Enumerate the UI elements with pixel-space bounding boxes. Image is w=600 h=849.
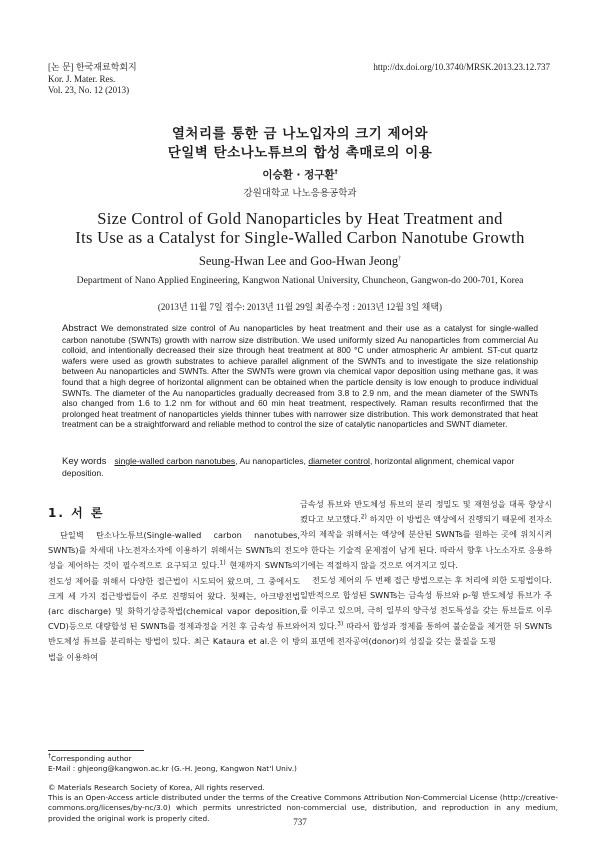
paragraph-text: 따라서 합성과 정제를 통하여 불순물을 제거한 뒤 SWNTs의 표면에 전자공여(donor)의 성질을 갖는 물질을 도핑 <box>300 620 552 646</box>
korean-title-line-1: 열처리를 통한 금 나노입자의 크기 제어와 <box>171 126 429 142</box>
reference-mark: 2) <box>360 513 367 521</box>
english-authors <box>0 254 600 269</box>
journal-name-kr: [논 문] 한국재료학회지 <box>48 62 137 72</box>
korean-affiliation: 강원대학교 나노응용공학과 <box>243 188 357 199</box>
korean-authors <box>0 167 600 182</box>
abstract-label: Abstract <box>62 323 97 334</box>
keyword-link[interactable]: single-walled carbon nanotubes <box>114 456 236 466</box>
page-number: 737 <box>293 817 307 827</box>
paragraph-text: 전도성 제어의 두 번째 접근 방법으로는 후 처리에 의한 도핑법이다. 일반적으로 합성된 SWNTs는 금속성 튜브와 p-형 반도체성 튜브가 주를 이루고 있으며, 극히 일부의 양극성 전도특성을 갖는 튜브들로 이루어져 있다. <box>300 575 552 631</box>
paragraph-text: 현재까지 SWNTs의 전도성 제어를 위해서 다양한 접근법이 시도되어 왔으며, 그 중에서도 크게 세 가지 접근방법들이 주로 진행되어 왔다. 첫째는, 아크방전법(arc discharge) 및 화학기상증착법(chemical vapor deposition, CVD)등으로 대량합성 된 SWNTs를 정제과정을 거친 후 금속성 튜브와 반도체성 튜브를 분리하는 방법이 있다. 최근 Kataura et al.은 이 방법을 이용하여 <box>48 560 301 662</box>
keywords-label: Key words <box>62 456 107 467</box>
footnote-text: Corresponding author <box>51 754 132 763</box>
section-heading-introduction: 1. 서 론 <box>48 506 105 520</box>
footnote-line <box>48 754 297 764</box>
body-column-left <box>48 528 300 665</box>
paragraph-text: 하지만 이 방법은 액상에서 진행되기 때문에 전자소자의 제작을 위해서는 액상에 분산된 SWNTs를 원하는 곳에 위치시켜야 한다는 기술적 문제점이 남게 된다. 따라서 향후 나노소자로 응용하기에는 적절하지 않을 것으로 여겨지고 있다. <box>300 514 552 570</box>
corresponding-author-footnote <box>48 754 297 774</box>
license-text: This is an Open-Access article distributed under the terms of the Creative Commons Attribution Non-Commercial License (http://creative-commons.org/licenses/by-nc/3.0) which permits unrestricted non-commercial use, distribution, and reproduction in any medium, provided the original work is properly cited. <box>48 793 558 823</box>
paragraph-text: 금속성 튜브와 반도체성 튜브의 분리 정밀도 및 재현성을 대폭 향상시켰다고 보고했다. <box>300 499 552 525</box>
english-affiliation: Department of Nano Applied Engineering, Kangwon National University, Chuncheon, Gangwon-do 200-701, Korea <box>76 275 524 286</box>
copyright-line: © Materials Research Society of Korea, All rights reserved. <box>48 783 265 792</box>
paragraph <box>300 573 552 649</box>
keyword-rest: , horizontal alignment, chemical vapor deposition. <box>62 456 515 478</box>
reference-mark: 1) <box>219 559 226 567</box>
english-title-line-1: Size Control of Gold Nanoparticles by Heat Treatment and <box>97 209 503 228</box>
received-dates: (2013년 11월 7일 접수: 2013년 11월 29일 최종수정 : 2013년 12월 3일 채택) <box>157 302 443 312</box>
english-authors-names: Seung-Hwan Lee and Goo-Hwan Jeong <box>198 254 399 268</box>
journal-volume: Vol. 23, No. 12 (2013) <box>48 85 130 95</box>
body-column-right <box>300 497 552 649</box>
abstract-text: We demonstrated size control of Au nanoparticles by heat treatment and their use as a catalyst for single-walled carbon nanotube (SWNTs) growth with narrow size distribution. We used uniformly sized Au nanoparticles from commercial Au colloid, and intentionally decreased their size through heat treatment at 800 °C under atmospheric Ar ambient. ST-cut quartz wafers were used as growth substrates to achieve parallel alignment of the SWNTs and to investigate the size relationship between Au nanoparticles and SWNTs. After the SWNTs were grown via chemical vapor deposition using methane gas, it was found that a high degree of horizontal alignment can be obtained when the particle density is low enough to produce individual SWNTs. The diameter of the Au nanoparticles gradually decreased from 3.8 to 2.9 nm, and the mean diameter of the SWNTs also changed from 1.6 to 1.2 nm for without and 60 min heat treatment, respectively. Raman results reconfirmed that the prolonged heat treatment of nanoparticles yields thinner tubes with narrower size distribution. This work demonstrated that heat treatment can be a straightforward and reliable method to control the size of catalytic nanoparticles and SWNT diameter. <box>62 323 538 430</box>
keyword-link[interactable]: diameter control <box>308 456 370 466</box>
keywords <box>62 456 538 479</box>
keyword-separator: , Au nanoparticles, <box>235 456 309 466</box>
paragraph-text: 단일벽 탄소나노튜브(Single-walled carbon nanotubes, SWNTs)를 차세대 나노전자소자에 이용하기 위해서는 SWNTs의 전도성을 제어하는 것이 필수적으로 요구되고 있다. <box>48 530 300 571</box>
journal-name-en: Kor. J. Mater. Res. <box>48 73 116 84</box>
footnote-divider <box>48 750 144 751</box>
dagger-mark: † <box>48 752 51 760</box>
korean-title-line-2: 단일벽 탄소나노튜브의 합성 촉매로의 이용 <box>167 145 433 161</box>
paragraph <box>48 528 300 665</box>
reference-mark: 3) <box>337 619 344 627</box>
paragraph <box>300 497 552 573</box>
doi-link[interactable]: http://dx.doi.org/10.3740/MRSK.2013.23.12.737 <box>373 62 550 72</box>
abstract <box>62 323 538 430</box>
korean-authors-names: 이승환 · 정구환 <box>262 169 335 181</box>
corresponding-mark: † <box>334 168 338 176</box>
corresponding-mark-en: † <box>398 255 402 262</box>
english-title-line-2: Its Use as a Catalyst for Single-Walled Carbon Nanotube Growth <box>75 228 525 247</box>
footnote-email: E-Mail : ghjeong@kangwon.ac.kr (G.-H. Jeong, Kangwon Nat'l Univ.) <box>48 764 297 774</box>
journal-header <box>48 62 137 97</box>
